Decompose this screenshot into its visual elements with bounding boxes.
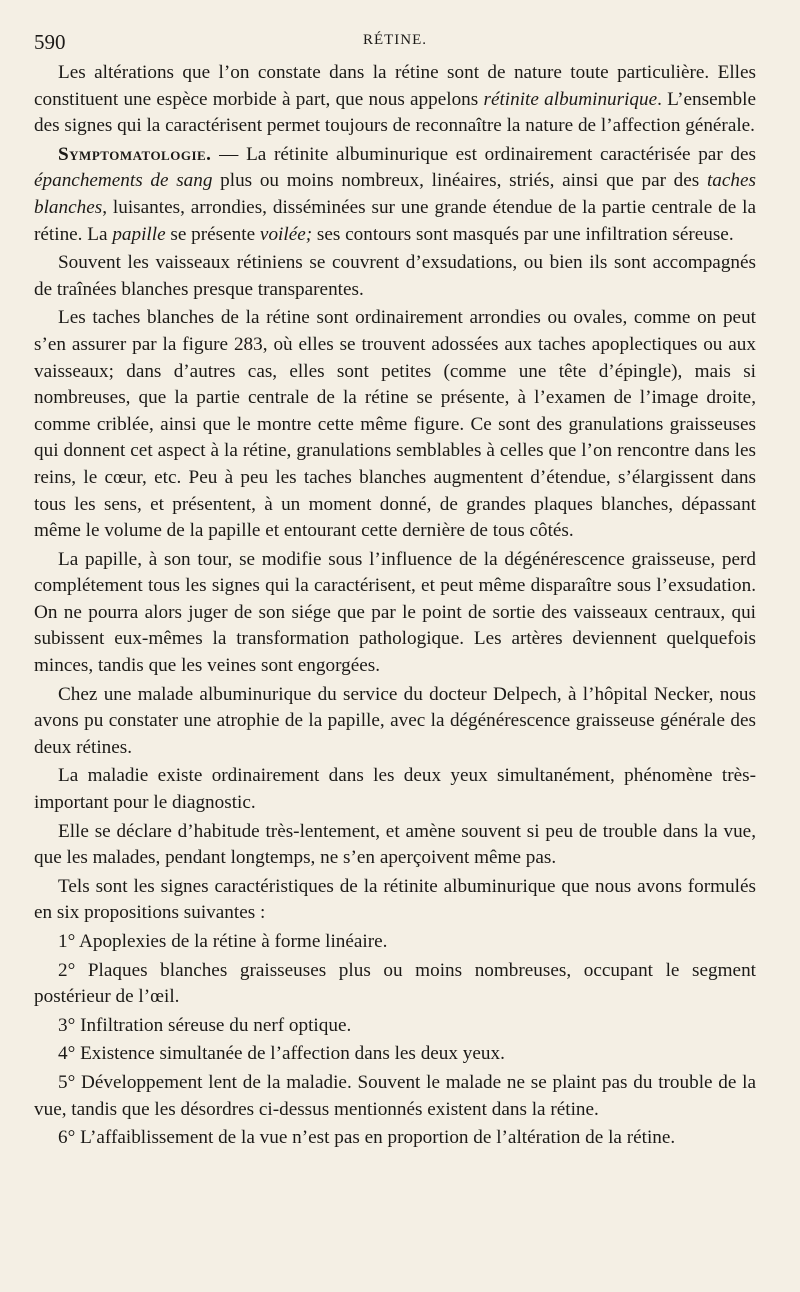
- text-run: se présente: [165, 223, 260, 245]
- paragraph: [34, 1125, 756, 1152]
- text-run: . L’ensemble des signes qui la caractérisent permet toujours de reconnaître la nature de l’affection générale.: [34, 88, 756, 137]
- body-text: [34, 60, 756, 1152]
- text-run: — La rétinite albuminurique est ordinairement caractérisée par des: [211, 143, 756, 165]
- paragraph: [34, 1041, 756, 1068]
- page-header: [34, 26, 756, 60]
- italic-term: rétinite albuminurique: [483, 88, 658, 110]
- text-run: Chez une malade albuminurique du service du docteur Delpech, à l’hôpital Necker, nous avons pu constater une atrophie de la papille, avec la dégénérescence graisseuse générale des deux rétines.: [34, 683, 756, 758]
- text-run: Les altérations que l’on constate dans la rétine sont de nature toute particulière. Elles constituent une espèce morbide à part, que nous appelons: [34, 62, 756, 110]
- paragraph: [34, 763, 756, 816]
- text-run: 6° L’affaiblissement de la vue n’est pas en proportion de l’altération de la rétine.: [58, 1127, 676, 1149]
- text-run: plus ou moins nombreux, linéaires, striés, ainsi que par des: [212, 170, 707, 192]
- italic-term: papille: [112, 223, 166, 245]
- paragraph: [34, 929, 756, 956]
- paragraph: [34, 60, 756, 140]
- text-run: Les taches blanches de la rétine sont ordinairement arrondies ou ovales, comme on peut s’en assurer par la figure 283, où elles se trouvent adossées aux taches apoplectiques ou aux vaisseaux; dans d’autres cas, elles sont petites (comme une tête d’épingle), mais si nombreuses, que la partie centrale de la rétine se présente, à l’examen de l’image droite, comme criblée, ainsi que le montre cette même figure. Ce sont des granulations graisseuses qui donnent cet aspect à la rétine, granulations semblables à celles que l’on rencontre dans les reins, le cœur, etc. Peu à peu les taches blanches augmentent d’étendue, s’élargissent dans tous les sens, et présentent, à un moment donné, de grandes plaques blanches, dépassant même le volume de la papille et entourant cette dernière de tous côtés.: [34, 307, 756, 542]
- text-run: , luisantes, arrondies, disséminées sur une grande étendue de la partie centrale de la rétine. La: [34, 196, 756, 245]
- text-run: 4° Existence simultanée de l’affection dans les deux yeux.: [58, 1043, 505, 1065]
- text-run: 2° Plaques blanches graisseuses plus ou moins nombreuses, occupant le segment postérieur de l’œil.: [34, 959, 756, 1008]
- text-run: 5° Développement lent de la maladie. Souvent le malade ne se plaint pas du trouble de la vue, tandis que les désordres ci-dessus mentionnés existent dans la rétine.: [34, 1071, 756, 1120]
- italic-term: épanchements de sang: [34, 170, 213, 192]
- paragraph: [34, 819, 756, 872]
- text-run: 3° Infiltration séreuse du nerf optique.: [58, 1014, 352, 1036]
- paragraph: [34, 958, 756, 1011]
- paragraph: [34, 547, 756, 680]
- paragraph: [34, 1070, 756, 1123]
- section-heading: Symptomatologie.: [58, 143, 212, 165]
- text-run: Tels sont les signes caractéristiques de la rétinite albuminurique que nous avons formulés en six propositions suivantes :: [34, 875, 756, 924]
- text-run: ses contours sont masqués par une infiltration séreuse.: [312, 223, 734, 245]
- paragraph: [34, 682, 756, 762]
- paragraph: [34, 874, 756, 927]
- italic-term: voilée;: [259, 223, 313, 245]
- text-run: La papille, à son tour, se modifie sous l’influence de la dégénérescence graisseuse, perd complétement tous les signes qui la caractérisent, et peut même disparaître sous l’exsudation. On ne pourra alors juger de son siége que par le point de sortie des vaisseaux centraux, qui subissent eux-mêmes la transformation pathologique. Les artères deviennent quelquefois minces, tandis que les veines sont engorgées.: [34, 548, 756, 677]
- running-title: RÉTINE.: [362, 32, 428, 48]
- page-number: 590: [34, 30, 66, 54]
- paragraph: [34, 1013, 756, 1040]
- italic-term: taches blanches: [34, 170, 756, 218]
- text-run: La maladie existe ordinairement dans les deux yeux simultanément, phénomène très-important pour le diagnostic.: [34, 765, 756, 814]
- paragraph: [34, 142, 756, 248]
- text-run: Souvent les vaisseaux rétiniens se couvrent d’exsudations, ou bien ils sont accompagnés de traînées blanches presque transparentes.: [34, 252, 756, 300]
- text-run: Elle se déclare d’habitude très-lentement, et amène souvent si peu de trouble dans la vue, que les malades, pendant longtemps, ne s’en aperçoivent même pas.: [34, 820, 756, 869]
- paragraph: [34, 250, 756, 303]
- paragraph: [34, 305, 756, 544]
- text-run: 1° Apoplexies de la rétine à forme linéaire.: [58, 931, 388, 952]
